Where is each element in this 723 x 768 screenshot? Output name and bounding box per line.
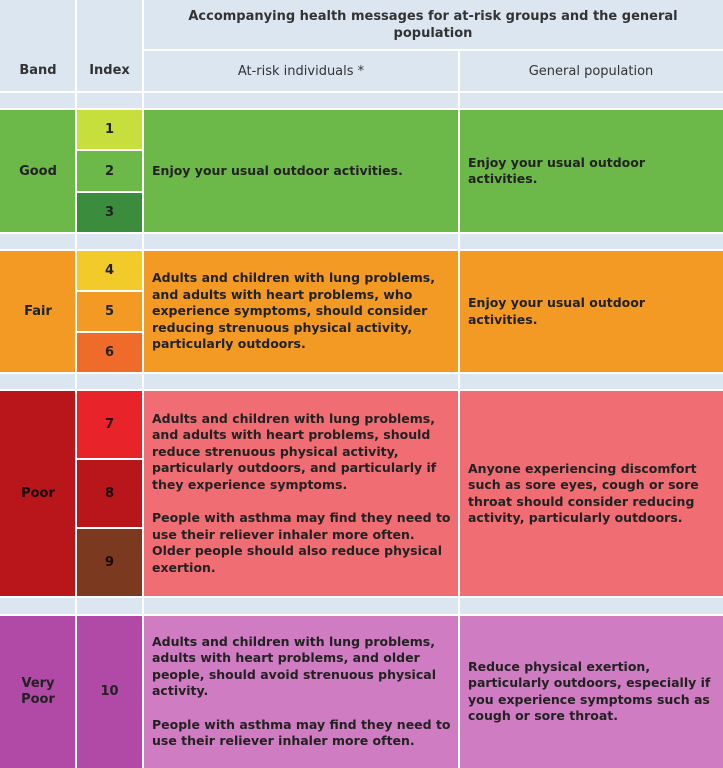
band-separator (0, 233, 723, 250)
good-at-risk-text: Enjoy your usual outdoor activities. (152, 162, 403, 178)
poor-at-risk-message (143, 390, 459, 597)
band-poor: Poor (0, 390, 76, 597)
index-6-cell: 6 (76, 332, 143, 373)
index-10-cell: 10 (76, 615, 143, 768)
grid-line (76, 149, 143, 151)
grid-line (0, 372, 723, 374)
grid-line (75, 0, 77, 768)
poor-at-risk-text-1: Adults and children with lung problems, and adults with heart problems, should reduce strenuous physical activity, particularly outdoors, and particularly if they experience symptoms. (152, 410, 437, 492)
poor-general-text: Anyone experiencing discomfort such as sore eyes, cough or sore throat should consider reducing activity, particularly outdoors. (468, 460, 699, 525)
band-separator (0, 597, 723, 615)
grid-line (76, 191, 143, 193)
index-5-cell: 5 (76, 291, 143, 332)
grid-line (142, 0, 144, 768)
index-9-cell: 9 (76, 528, 143, 597)
poor-general-message (459, 390, 723, 597)
band-very-poor: Very Poor (0, 615, 76, 768)
grid-line (0, 249, 723, 251)
band-column-header: Band (0, 0, 76, 92)
grid-line (458, 50, 460, 768)
health-messages-header: Accompanying health messages for at-risk groups and the general population (143, 0, 723, 50)
grid-line (0, 232, 723, 234)
grid-line (76, 331, 143, 333)
very-poor-general-message (459, 615, 723, 768)
very-poor-at-risk-message (143, 615, 459, 768)
good-general-text: Enjoy your usual outdoor activities. (468, 154, 646, 186)
band-separator (0, 92, 723, 109)
index-8-cell: 8 (76, 459, 143, 528)
good-at-risk-message (143, 109, 459, 233)
grid-line (0, 108, 723, 110)
index-column-header: Index (76, 0, 143, 92)
good-general-message (459, 109, 723, 233)
band-fair: Fair (0, 250, 76, 373)
index-7-cell: 7 (76, 390, 143, 459)
grid-line (143, 49, 723, 51)
grid-line (0, 596, 723, 598)
index-3-cell: 3 (76, 192, 143, 233)
grid-line (76, 290, 143, 292)
index-2-cell: 2 (76, 150, 143, 192)
fair-general-text: Enjoy your usual outdoor activities. (468, 295, 646, 327)
grid-line (76, 527, 143, 529)
grid-line (0, 91, 723, 93)
grid-line (0, 614, 723, 616)
band-separator (0, 373, 723, 390)
band-good: Good (0, 109, 76, 233)
very-poor-at-risk-text-2: People with asthma may find they need to use their reliever inhaler more often. (152, 716, 451, 748)
very-poor-general-text: Reduce physical exertion, particularly outdoors, especially if you experience symptoms such as cough or sore throat. (468, 658, 711, 723)
grid-line (0, 389, 723, 391)
fair-at-risk-text: Adults and children with lung problems, and adults with heart problems, who experience symptoms, should consider reducing strenuous physical activity, particularly outdoors. (152, 270, 435, 352)
very-poor-at-risk-text-1: Adults and children with lung problems, adults with heart problems, and older people, should avoid strenuous physical activity. (152, 633, 436, 698)
fair-general-message (459, 250, 723, 373)
index-4-cell: 4 (76, 250, 143, 291)
fair-at-risk-message (143, 250, 459, 373)
general-population-column-header: General population (459, 50, 723, 92)
poor-at-risk-text-2: People with asthma may find they need to use their reliever inhaler more often. Older people should also reduce physical exertion. (152, 510, 451, 575)
at-risk-column-header: At-risk individuals * (143, 50, 459, 92)
grid-line (76, 458, 143, 460)
index-1-cell: 1 (76, 109, 143, 150)
